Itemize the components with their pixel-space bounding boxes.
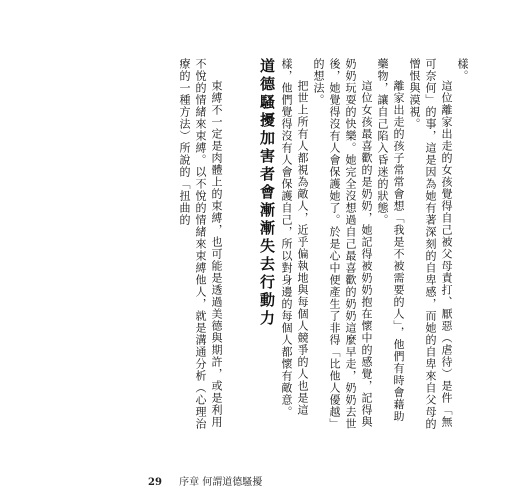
section-heading: 道德騷擾加害者會漸漸失去行動力 bbox=[258, 58, 276, 328]
page-footer bbox=[148, 473, 262, 488]
page-number: 29 bbox=[148, 477, 162, 488]
paragraph: 這位女孩最喜歡的是奶奶，她記得被奶奶抱在懷中的感覺，記得與奶奶玩耍的快樂。她完全沒想過自己最喜歡的奶奶這麼早走，奶奶去世後，她覺得沒有人會保護她了。於是心中便產生了非得「比他人優越」的想法。 bbox=[312, 58, 373, 430]
paragraph-continuation: 樣。 bbox=[456, 58, 469, 82]
running-title: 何謂道德騷擾 bbox=[202, 477, 263, 488]
paragraph: 這位離家出走的女孩覺得自己被父母責打、厭惡（虐待）是件「無可奈何」的事，這是因為她有著深刻的自卑感，而她的自卑來自父母的憎恨與漠視。 bbox=[408, 58, 453, 430]
paragraph: 束縛不一定是肉體上的束縛，也可能是透過美德與期許，或是利用不悅的情緒來束縛。以不悅的情緒來束縛他人，就是溝通分析（心理治療的一種方法）所說的「扭曲的 bbox=[178, 58, 223, 430]
vertical-text-column bbox=[70, 58, 470, 430]
paragraph: 離家出走的孩子常常會想「我是不被需要的人」，他們有時會藉助藥物，讓自己陷入昏迷的狀態。 bbox=[376, 58, 405, 423]
chapter-label: 序章 bbox=[179, 477, 200, 488]
paragraph: 把世上所有人都視為敵人，近乎偏執地與每個人競爭的人也是這樣，他們覺得沒有人會保護自己，所以對身邊的每個人都懷有敵意。 bbox=[280, 58, 309, 418]
